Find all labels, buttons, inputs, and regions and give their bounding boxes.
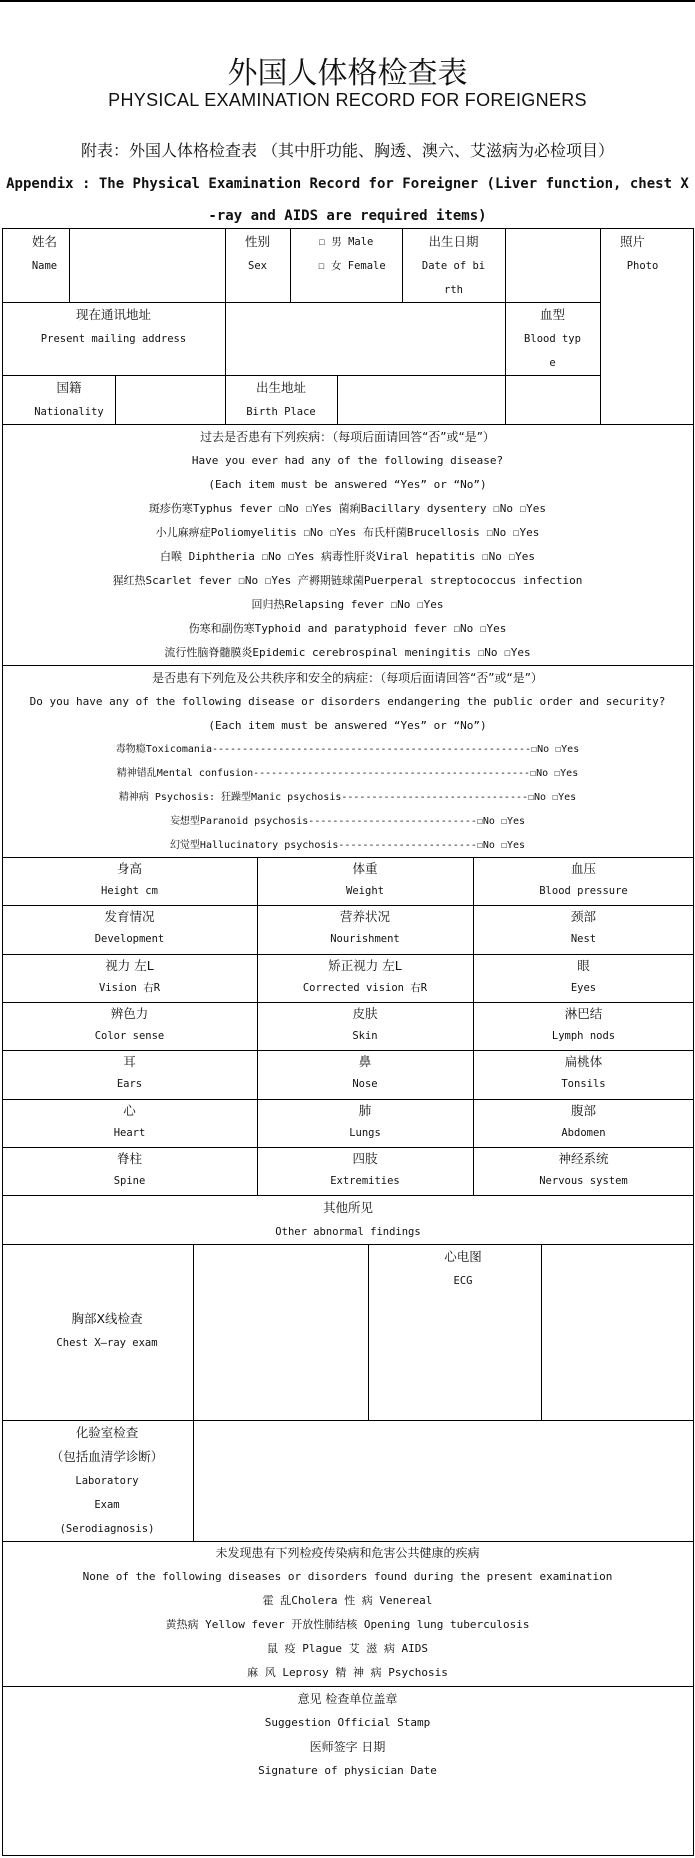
mental-item[interactable]: 妄想型Paranoid psychosis----------------------------☐No ☐Yes [169, 816, 526, 827]
none-found-en: None of the following diseases or disorders found during the present examination [82, 1570, 613, 1583]
exam-label-en: Heart [113, 1126, 146, 1139]
appendix-cn: 附表：外国人体格检查表 （其中肝功能、胸透、澳六、艾滋病为必检项目） [80, 141, 615, 160]
exam-label-cn: 腹部 [570, 1102, 596, 1118]
mental-instruction: (Each item must be answered “Yes” or “No”) [208, 719, 487, 732]
col-divider [337, 375, 338, 424]
mental-question-cn: 是否患有下列危及公共秩序和安全的病症：（每项后面请回答“否”或“是”） [152, 671, 543, 685]
lab-label-cn-2: （包括血清学诊断） [50, 1449, 164, 1464]
mental-item[interactable]: 精神错乱Mental confusion----------------------------------------------☐No ☐Yes [116, 768, 579, 779]
exam-label-cn: 视力 左L [105, 957, 154, 973]
exam-label-en: Nose [352, 1078, 378, 1091]
exam-label-cn: 肺 [358, 1102, 372, 1118]
nationality-label-en: Nationality [34, 406, 104, 418]
history-item[interactable]: 小儿麻痹症Poliomyelitis ☐No ☐Yes 布氏杆菌Brucellosis ☐No ☐Yes [155, 526, 540, 539]
lab-label-cn-1: 化验室检查 [75, 1425, 139, 1440]
other-findings-cn: 其他所见 [322, 1200, 373, 1215]
exam-label-en: Ears [116, 1078, 143, 1091]
exam-label-cn: 皮肤 [352, 1005, 378, 1021]
exam-label-cn: 体重 [352, 861, 378, 876]
suggestion-section [0, 1687, 695, 1783]
exam-label-en: Lymph nods [551, 1029, 616, 1042]
top-rule [0, 0, 695, 2]
form-title-en: PHYSICAL EXAMINATION RECORD FOR FOREIGNERS [108, 90, 587, 110]
exam-label-cn: 营养状况 [339, 909, 390, 925]
none-found-item: 鼠 疫 Plague 艾 滋 病 AIDS [267, 1642, 428, 1655]
exam-label-cn: 矫正视力 左L [328, 957, 402, 973]
history-item[interactable]: 流行性脑脊髓膜炎Epidemic cerebrospinal meningitis ☐No ☐Yes [164, 646, 531, 659]
row-divider [2, 375, 600, 376]
exam-label-en: Corrected vision 右R [302, 981, 428, 994]
history-item[interactable]: 斑疹伤寒Typhus fever ☐No ☐Yes 菌痢Bacillary dysentery ☐No ☐Yes [148, 502, 547, 515]
row-divider [2, 1050, 694, 1051]
name-label-cn: 姓名 [31, 234, 57, 249]
col-divider [473, 857, 474, 1195]
chest-xray-label-en: Chest X—ray exam [56, 1337, 158, 1349]
exam-label-en: Weight [346, 885, 384, 897]
photo-label-en: Photo [626, 260, 659, 272]
row-divider [2, 1195, 694, 1196]
exam-label-cn: 血压 [570, 861, 596, 876]
exam-label-en: Lungs [349, 1126, 381, 1139]
exam-label-cn: 神经系统 [558, 1150, 609, 1166]
exam-label-en: Color sense [94, 1029, 165, 1042]
mental-question-en: Do you have any of the following disease or disorders endangering the public order and security? [29, 695, 666, 708]
none-found-section [0, 1541, 695, 1685]
exam-label-en: Nourishment [330, 933, 400, 946]
col-divider [368, 1244, 369, 1420]
row-divider [2, 857, 694, 858]
lab-label-en-2: Exam [94, 1499, 120, 1511]
sex-label-cn: 性别 [244, 234, 270, 249]
exam-label-en: Development [94, 933, 165, 946]
birthplace-label-cn: 出生地址 [255, 380, 306, 395]
suggestion-cn: 意见 检查单位盖章 [297, 1692, 398, 1706]
exam-label-en: Abdomen [561, 1126, 606, 1139]
col-divider [505, 228, 506, 302]
suggestion-en: Suggestion Official Stamp [264, 1716, 431, 1729]
col-divider [225, 228, 226, 375]
nationality-label-cn: 国籍 [56, 380, 82, 395]
photo-label-cn: 照片 [619, 234, 645, 249]
exam-label-cn: 淋巴结 [564, 1005, 603, 1021]
appendix-en-line1: Appendix : The Physical Examination Record for Foreigner (Liver function, chest X [6, 176, 689, 192]
ecg-label-en: ECG [453, 1275, 473, 1287]
exam-label-en: Skin [352, 1029, 378, 1042]
dob-label-en-1: Date of bi [421, 260, 486, 272]
row-divider [2, 1002, 694, 1003]
none-found-item: 霍 乱Cholera 性 病 Venereal [262, 1594, 433, 1607]
male-checkbox[interactable]: ☐ 男 Male [318, 236, 374, 248]
exam-label-cn: 颈部 [570, 909, 596, 925]
row-divider [2, 302, 600, 303]
other-findings-en: Other abnormal findings [275, 1226, 421, 1238]
name-label-en: Name [31, 260, 58, 272]
ecg-label-cn: 心电图 [444, 1249, 482, 1264]
dob-label-cn: 出生日期 [428, 234, 479, 249]
history-item[interactable]: 猩红热Scarlet fever ☐No ☐Yes 产褥期链球菌Puerperal streptococcus infection [112, 574, 583, 587]
row-divider [2, 1147, 694, 1148]
mental-item[interactable]: 毒物瘾Toxicomania-----------------------------------------------------☐No ☐Yes [115, 744, 580, 755]
appendix-en-line2: -ray and AIDS are required items) [208, 208, 487, 224]
exam-label-en: Blood pressure [539, 885, 628, 897]
history-question-en: Have you ever had any of the following disease? [191, 454, 504, 467]
form-title-cn: 外国人体格检查表 [227, 56, 468, 91]
dob-label-en-2: rth [444, 284, 463, 296]
exam-label-cn: 辨色力 [110, 1005, 149, 1021]
signature-cn: 医师签字 日期 [309, 1740, 386, 1754]
exam-label-cn: 耳 [123, 1054, 136, 1070]
blood-label-en-1: Blood typ [524, 333, 581, 345]
row-divider [2, 954, 694, 955]
history-item[interactable]: 回归热Relapsing fever ☐No ☐Yes [251, 598, 444, 611]
mental-section [0, 666, 695, 858]
exam-label-cn: 眼 [577, 957, 590, 973]
exam-label-cn: 心 [123, 1102, 136, 1118]
birthplace-label-en: Birth Place [246, 406, 316, 418]
lab-label-en-3: (Serodiagnosis) [59, 1523, 155, 1535]
mental-item[interactable]: 精神病 Psychosis: 狂躁型Manic psychosis-------------------------------☐No ☐Yes [118, 792, 577, 803]
address-label-cn: 现在通讯地址 [75, 307, 151, 322]
none-found-item: 黄热病 Yellow fever 开放性肺结核 Opening lung tuberculosis [165, 1618, 530, 1631]
exam-label-en: Extremities [330, 1174, 400, 1187]
exam-label-en: Tonsils [561, 1078, 606, 1091]
exam-label-en: Vision 右R [98, 981, 161, 994]
col-divider [541, 1244, 542, 1420]
exam-label-cn: 身高 [116, 861, 142, 876]
history-question-cn: 过去是否患有下列疾病：（每项后面请回答“否”或“是”） [200, 430, 495, 444]
row-divider [2, 905, 694, 906]
exam-label-en: Spine [113, 1174, 146, 1187]
exam-label-en: Height cm [101, 885, 158, 897]
exam-label-cn: 鼻 [358, 1054, 372, 1070]
row-divider [2, 1099, 694, 1100]
exam-label-cn: 四肢 [352, 1150, 378, 1166]
history-instruction: (Each item must be answered “Yes” or “No”) [208, 478, 487, 491]
history-item[interactable]: 伤寒和副伤寒Typhoid and paratyphoid fever ☐No ☐Yes [188, 622, 507, 635]
signature-en: Signature of physician Date [258, 1764, 437, 1777]
appendix-en [0, 168, 695, 232]
exam-label-en: Eyes [570, 981, 597, 994]
chest-xray-label-cn: 胸部X线检查 [71, 1311, 143, 1326]
mental-item[interactable]: 幻觉型Hallucinatory psychosis-----------------------☐No ☐Yes [169, 840, 526, 851]
history-section [0, 425, 695, 665]
blood-label-en-2: e [549, 357, 556, 369]
exam-label-en: Nervous system [539, 1174, 628, 1187]
lab-label-en-1: Laboratory [75, 1475, 139, 1487]
sex-label-en: Sex [248, 260, 267, 272]
exam-label-cn: 脊柱 [116, 1150, 142, 1166]
exam-label-cn: 发育情况 [104, 909, 155, 925]
col-divider [257, 857, 258, 1195]
blood-label-cn: 血型 [539, 307, 565, 322]
none-found-item: 麻 风 Leprosy 精 神 病 Psychosis [247, 1666, 448, 1679]
none-found-cn: 未发现患有下列检疫传染病和危害公共健康的疾病 [215, 1546, 480, 1560]
row-divider [2, 1420, 694, 1421]
row-divider [2, 1244, 694, 1245]
col-divider [600, 228, 601, 424]
exam-label-cn: 扁桃体 [564, 1054, 603, 1070]
address-label-en: Present mailing address [40, 333, 187, 345]
exam-label-en: Nest [570, 933, 597, 946]
history-item[interactable]: 白喉 Diphtheria ☐No ☐Yes 病毒性肝炎Viral hepatitis ☐No ☐Yes [159, 550, 535, 563]
female-checkbox[interactable]: ☐ 女 Female [318, 260, 386, 272]
